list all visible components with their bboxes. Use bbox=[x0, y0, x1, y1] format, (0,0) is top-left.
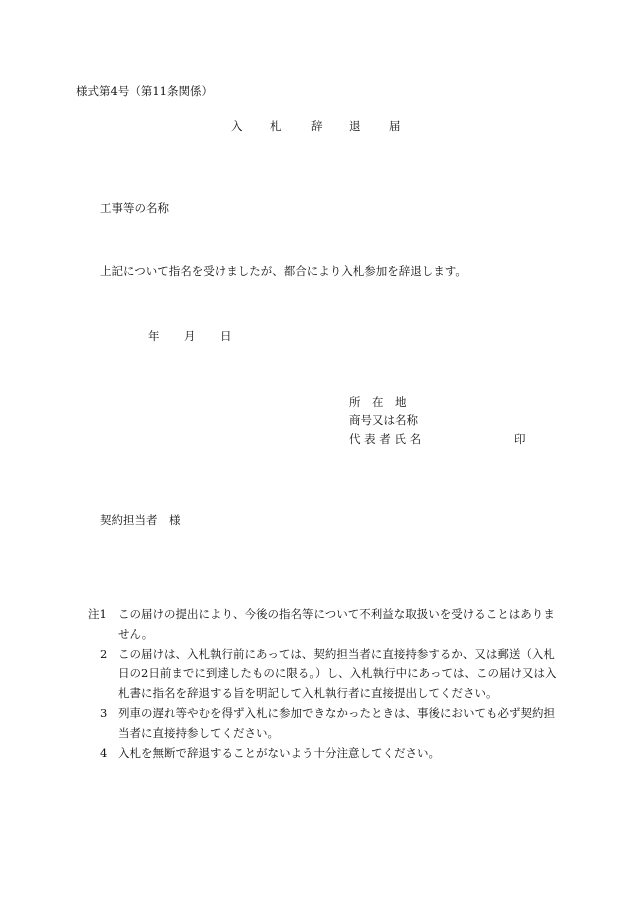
seal-mark: 印 bbox=[514, 432, 526, 446]
title-char: 辞 bbox=[311, 119, 323, 133]
notes-section bbox=[88, 605, 558, 763]
note-text: この届けは、入札執行前にあっては、契約担当者に直接持参するか、又は郵送（入札日の2日前までに到達したものに限る。）し、入札執行中にあっては、この届け又は入札書に指名を辞退する旨を明記して入札執行者に直接提出してください。 bbox=[118, 646, 557, 701]
date-year: 年 bbox=[148, 329, 160, 343]
note-item bbox=[88, 744, 558, 764]
withdrawal-statement: 上記について指名を受けましたが、都合により入札参加を辞退します。 bbox=[100, 264, 467, 278]
title-char: 退 bbox=[349, 119, 361, 133]
date-month: 月 bbox=[184, 329, 196, 343]
project-name-label: 工事等の名称 bbox=[100, 201, 169, 215]
note-text: この届けの提出により、今後の指名等について不利益な取扱いを受けることはありません。 bbox=[118, 607, 555, 641]
note-number: 4 bbox=[100, 745, 108, 760]
note-item bbox=[88, 645, 558, 704]
note-number: 2 bbox=[100, 646, 108, 661]
note-number: 注1 bbox=[88, 607, 107, 621]
note-text: 列車の遅れ等やむを得ず入札に参加できなかったときは、事後においても必ず契約担当者に直接持参してください。 bbox=[118, 705, 555, 740]
address-label: 所 在 地 bbox=[349, 395, 407, 409]
document-title bbox=[231, 121, 401, 133]
note-text: 入札を無断で辞退することがないよう十分注意してください。 bbox=[118, 745, 440, 760]
title-char: 札 bbox=[270, 119, 282, 133]
note-number: 3 bbox=[100, 705, 108, 720]
note-item bbox=[88, 605, 558, 645]
date-day: 日 bbox=[220, 329, 232, 343]
note-item bbox=[88, 704, 558, 744]
addressee: 契約担当者 様 bbox=[100, 513, 181, 527]
title-char: 届 bbox=[389, 119, 401, 133]
representative-label: 代 表 者 氏 名 bbox=[349, 432, 422, 446]
form-number: 様式第4号（第11条関係） bbox=[76, 84, 213, 98]
title-char: 入 bbox=[231, 119, 243, 133]
company-name-label: 商号又は名称 bbox=[349, 413, 418, 427]
